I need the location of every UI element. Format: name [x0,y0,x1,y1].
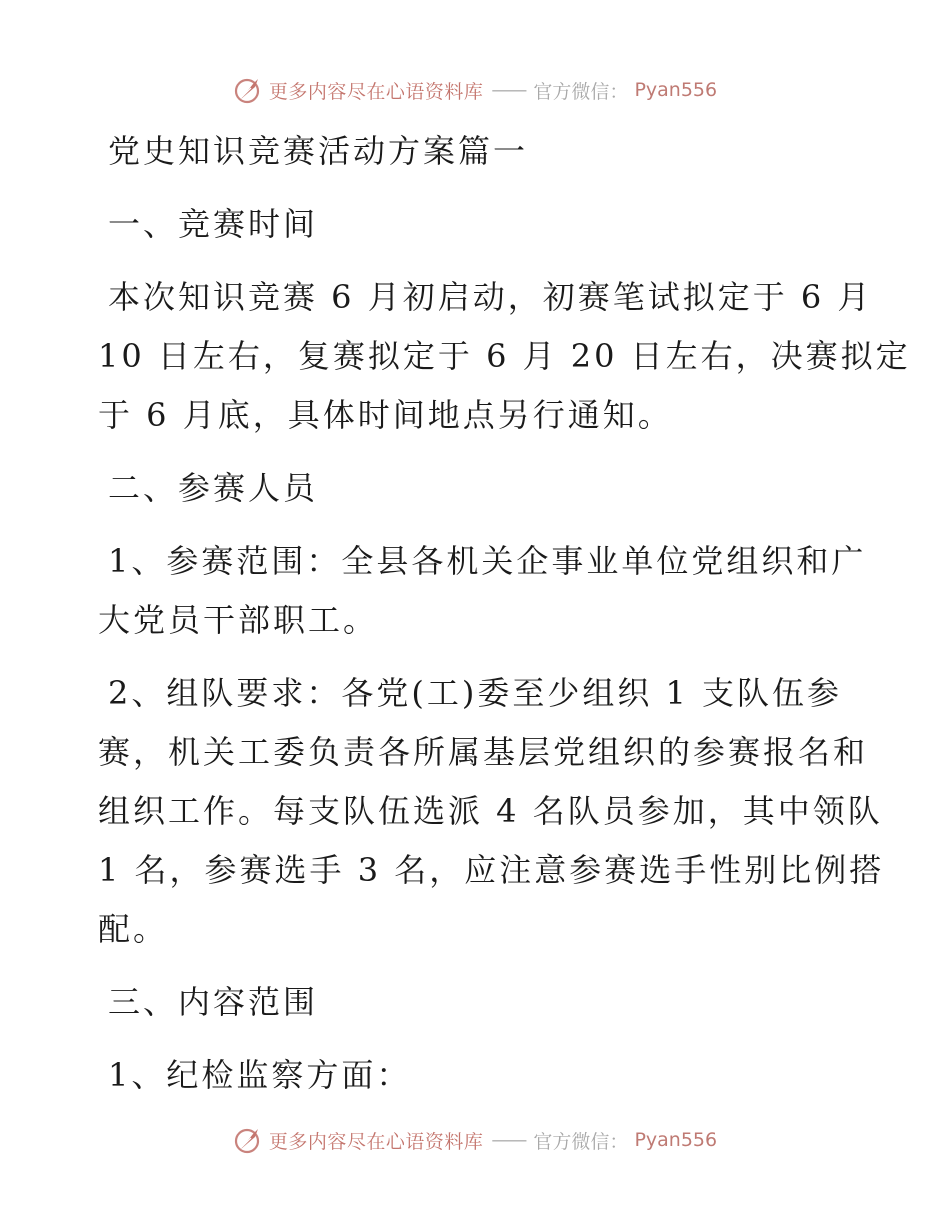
paragraph-line: 大党员干部职工。 [98,601,379,639]
section-time-paragraph [98,268,911,445]
paragraph-line: 10 日左右，复赛拟定于 6 月 20 日左右，决赛拟定 [98,337,911,375]
paragraph-line: 于 6 月底，具体时间地点另行通知。 [98,396,673,434]
participants-scope-paragraph [98,532,867,650]
quill-pen-logo-icon [233,75,263,105]
watermark-official-label: 官方微信： [533,1130,629,1153]
header-watermark [0,70,950,110]
watermark-brand-text: 更多内容尽在心语资料库 [268,1130,484,1153]
section-heading-participants: 二、参赛人员 [108,469,319,507]
team-requirements-paragraph [98,664,885,959]
quill-pen-logo-icon [233,1125,263,1155]
paragraph-line: 组织工作。每支队伍选派 4 名队员参加，其中领队 [98,792,883,830]
watermark-official-label: 官方微信： [533,80,629,103]
watermark-brand-text: 更多内容尽在心语资料库 [268,80,484,103]
paragraph-line: 赛，机关工委负责各所属基层党组织的参赛报名和 [98,733,869,771]
section-heading-content-scope: 三、内容范围 [108,983,319,1021]
watermark-wechat-id: Pyan556 [634,1129,718,1151]
section-heading-time: 一、竞赛时间 [108,205,319,243]
footer-watermark [0,1120,950,1160]
content-scope-item-1: 1、纪检监察方面： [108,1056,412,1094]
paragraph-line: 1、参赛范围：全县各机关企事业单位党组织和广 [108,542,867,580]
paragraph-line: 本次知识竞赛 6 月初启动，初赛笔试拟定于 6 月 [108,278,873,316]
document-title: 党史知识竞赛活动方案篇一 [108,132,529,170]
paragraph-line: 配。 [98,910,169,948]
paragraph-line: 2、组队要求：各党(工)委至少组织 1 支队伍参 [108,674,843,712]
paragraph-line: 1 名，参赛选手 3 名，应注意参赛选手性别比例搭 [98,851,885,889]
document-body [98,122,911,1105]
watermark-wechat-id: Pyan556 [634,79,718,101]
watermark-dash: —— [491,79,526,101]
watermark-dash: —— [491,1129,526,1151]
